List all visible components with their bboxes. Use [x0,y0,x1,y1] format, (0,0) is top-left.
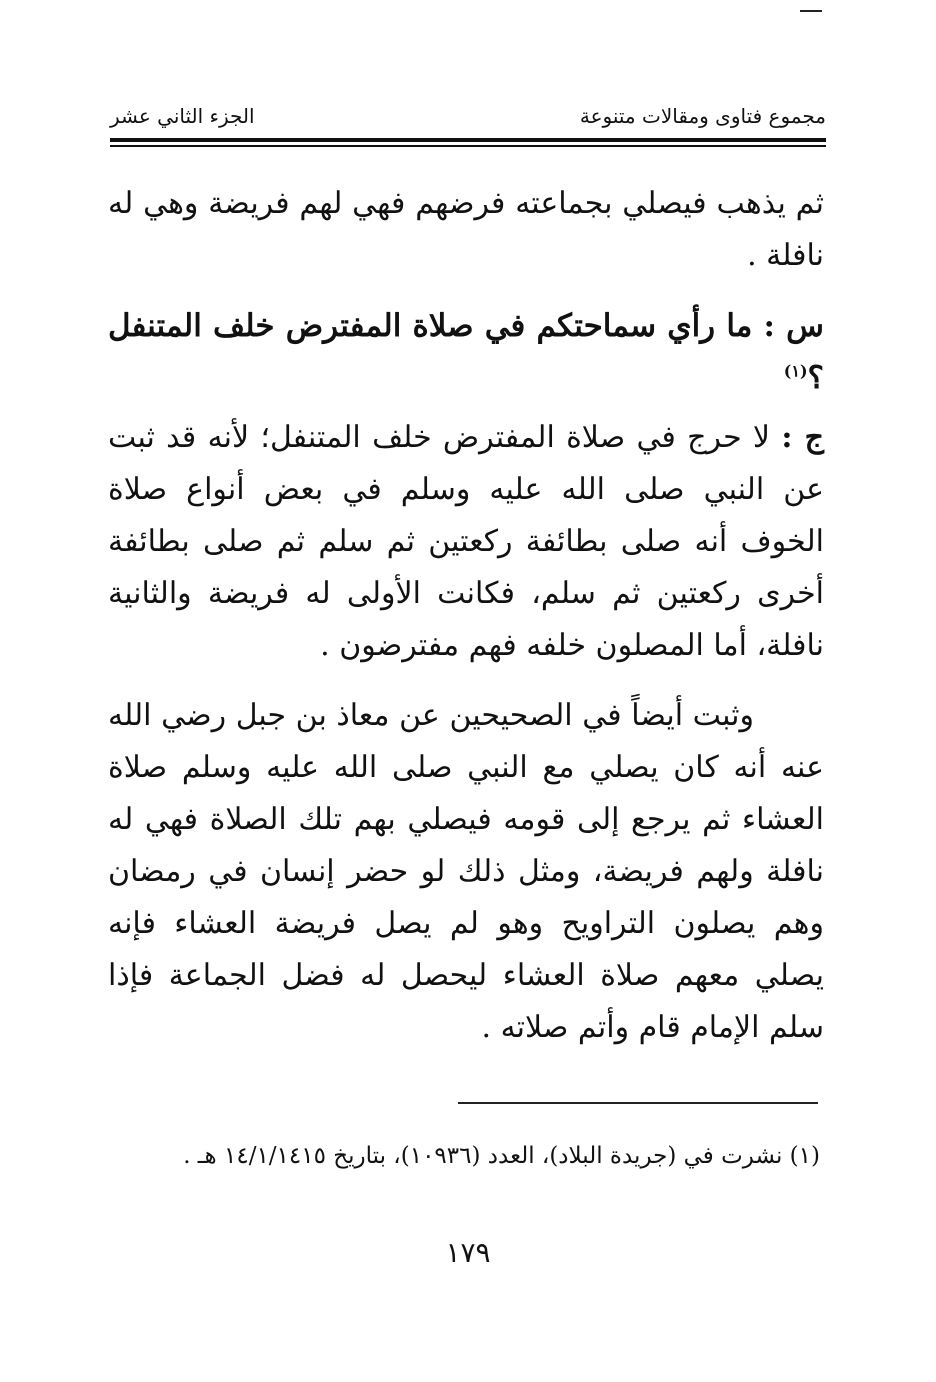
question-paragraph [108,300,824,404]
paragraph-continuation: ثم يذهب فيصلي بجماعته فرضهم فهي لهم فريضة وهي له نافلة . [108,186,824,273]
header-rule-thin [110,145,826,147]
page-number: ١٧٩ [445,1236,491,1269]
volume-label: الجزء الثاني عشر [110,104,255,128]
footnote: (١) نشرت في (جريدة البلاد)، العدد (١٠٩٣٦)، بتاريخ ١٤/١/١٤١٥ هـ . [183,1143,820,1169]
top-margin-mark [800,10,822,12]
main-text [108,178,824,1072]
book-title: مجموع فتاوى ومقالات متنوعة [579,104,826,128]
footnote-ref: (١) [783,361,808,381]
running-header [110,96,826,134]
paragraph-muadh: وثبت أيضاً في الصحيحين عن معاذ بن جبل رضي الله عنه أنه كان يصلي مع النبي صلى الله عليه وسلم صلاة العشاء ثم يرجع إلى قومه فيصلي بهم تلك الصلاة فهي له نافلة ولهم فريضة، ومثل ذلك لو حضر إنسان في رمضان وهم يصلون التراويح وهو لم يصل فريضة العشاء فإنه يصلي معهم صلاة العشاء ليحصل له فضل الجماعة فإذا سلم الإمام قام وأتم صلاته . [108,698,824,1045]
answer-text: لا حرج في صلاة المفترض خلف المتنفل؛ لأنه قد ثبت عن النبي صلى الله عليه وسلم في بعض أنواع صلاة الخوف أنه صلى بطائفة ركعتين ثم سلم ثم صلى بطائفة أخرى ركعتين ثم سلم، فكانت الأولى له فريضة والثانية نافلة، أما المصلون خلفه فهم مفترضون . [108,420,824,663]
question-text: س : ما رأي سماحتكم في صلاة المفترض خلف المتنفل ؟ [108,308,824,396]
answer-lead: ج : [781,420,824,455]
answer-paragraph [108,412,824,672]
footnote-separator [458,1102,818,1104]
header-rule-thick [110,138,826,142]
